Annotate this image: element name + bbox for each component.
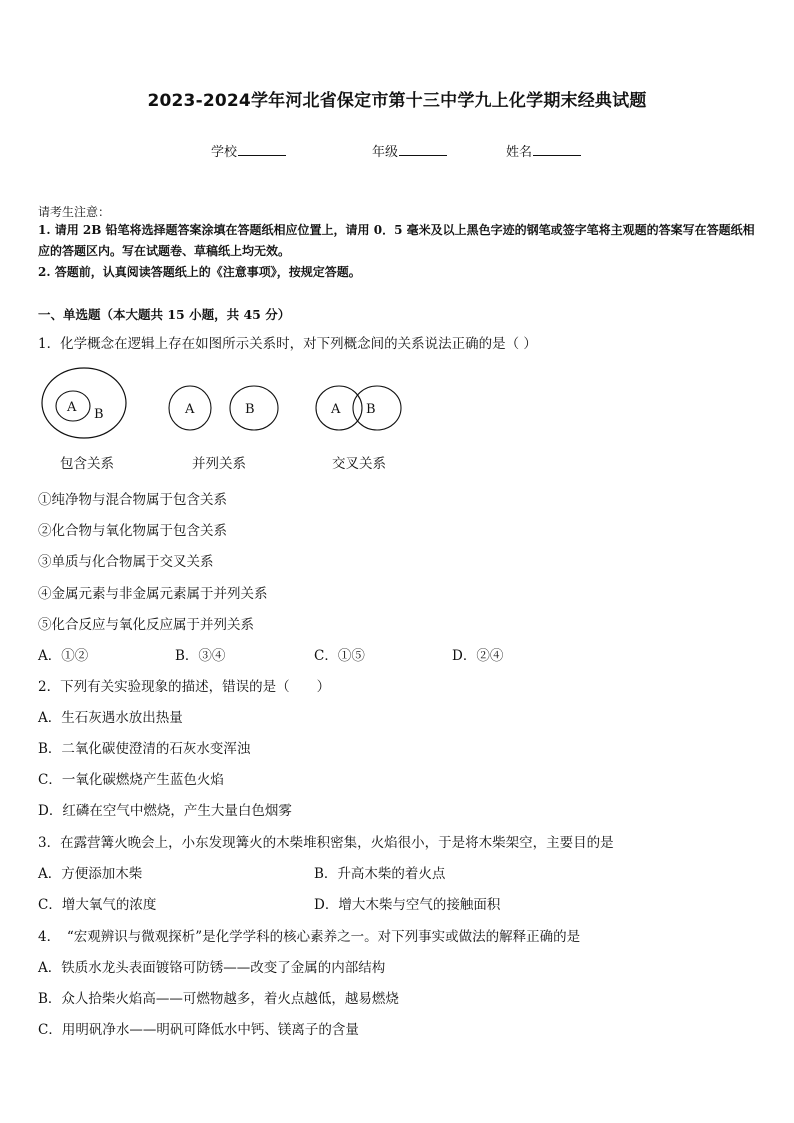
q2-stem: 2．下列有关实验现象的描述，错误的是（ ）: [38, 679, 331, 695]
q1-option-a[interactable]: A．①②: [38, 648, 89, 664]
venn-include-b: B: [94, 407, 104, 422]
venn-parallel-b: B: [245, 402, 255, 417]
q4-option-a[interactable]: A．铁质水龙头表面镀铬可防锈——改变了金属的内部结构: [38, 960, 386, 976]
label-cross: 交叉关系: [332, 456, 386, 472]
q1-stem: 1．化学概念在逻辑上存在如图所示关系时，对下列概念间的关系说法正确的是（ ）: [38, 336, 537, 352]
name-label: 姓名: [506, 145, 533, 160]
q1-option-b[interactable]: B．③④: [175, 648, 226, 664]
venn-cross-a: A: [331, 402, 341, 417]
label-parallel: 并列关系: [192, 456, 246, 472]
q4-option-b[interactable]: B．众人拾柴火焰高——可燃物越多，着火点越低，越易燃烧: [38, 991, 399, 1007]
q2-option-d[interactable]: D．红磷在空气中燃烧，产生大量白色烟雾: [38, 803, 292, 819]
venn-include: [42, 368, 126, 438]
q3-option-b[interactable]: B．升高木柴的着火点: [314, 866, 446, 882]
q1-statement-1: ①纯净物与混合物属于包含关系: [38, 492, 227, 508]
q4-option-c[interactable]: C．用明矾净水——明矾可降低水中钙、镁离子的含量: [38, 1022, 359, 1038]
venn-parallel: [169, 386, 278, 430]
label-include: 包含关系: [60, 456, 114, 472]
section-heading: 一、单选题（本大题共 15 小题，共 45 分）: [38, 307, 291, 322]
q1-statement-4: ④金属元素与非金属元素属于并列关系: [38, 586, 268, 602]
q2-option-a[interactable]: A．生石灰遇水放出热量: [38, 710, 183, 726]
notice-item-1: 1. 请用 2B 铅笔将选择题答案涂填在答题纸相应位置上，请用 0．5 毫米及以上黑色字迹的钢笔或签字笔将主观题的答案写在答题纸相应的答题区内。写在试题卷、草稿纸上均无效。: [38, 223, 755, 258]
notice-item-2: 2. 答题前，认真阅读答题纸上的《注意事项》，按规定答题。: [38, 265, 361, 279]
q2-option-c[interactable]: C．一氧化碳燃烧产生蓝色火焰: [38, 772, 224, 788]
q1-option-d[interactable]: D．②④: [452, 648, 504, 664]
q3-stem: 3．在露营篝火晚会上，小东发现篝火的木柴堆积密集，火焰很小，于是将木柴架空，主要目的是: [38, 835, 614, 851]
school-label: 学校: [211, 145, 238, 160]
grade-label: 年级: [372, 145, 399, 160]
venn-parallel-a: A: [185, 402, 195, 417]
page-title: 2023-2024学年河北省保定市第十三中学九上化学期末经典试题: [147, 91, 647, 111]
q3-option-c[interactable]: C．增大氧气的浓度: [38, 897, 157, 913]
venn-include-outer-circle: [42, 368, 126, 438]
q3-option-a[interactable]: A．方便添加木柴: [38, 866, 143, 882]
q1-option-c[interactable]: C．①⑤: [314, 648, 365, 664]
venn-cross-b: B: [366, 402, 376, 417]
q4-stem: 4． “宏观辨识与微观探析”是化学学科的核心素养之一。对下列事实或做法的解释正确的是: [38, 929, 581, 945]
q1-statement-2: ②化合物与氧化物属于包含关系: [38, 523, 227, 539]
q3-option-d[interactable]: D．增大木柴与空气的接触面积: [314, 897, 501, 913]
venn-cross: [316, 386, 401, 430]
venn-include-a: A: [67, 400, 77, 415]
q1-statement-5: ⑤化合反应与氧化反应属于并列关系: [38, 617, 254, 633]
venn-diagram: [0, 0, 794, 480]
venn-cross-circle-b: [353, 386, 401, 430]
notice-heading: 请考生注意：: [38, 205, 111, 219]
q1-statement-3: ③单质与化合物属于交叉关系: [38, 554, 214, 570]
q2-option-b[interactable]: B．二氧化碳使澄清的石灰水变浑浊: [38, 741, 251, 757]
